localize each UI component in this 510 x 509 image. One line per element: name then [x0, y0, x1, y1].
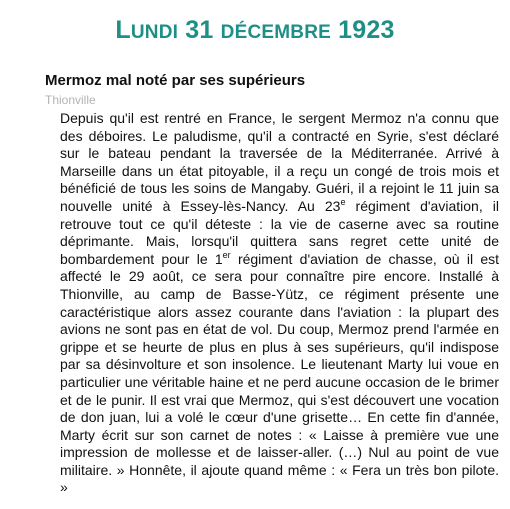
body-part-1: Depuis qu'il est rentré en France, le sergent Mermoz n'a connu que des déboires. Le paludisme, qu'il a contracté en Syrie, s'est déclaré sur le bateau pendant la traversée de la Méditerranée. Arrivé à Marseille dans un état pitoyable, il a reçu un congé de trois mois et bénéficié de tous les soins de Mangaby. Guéri, il a rejoint le 11 juin sa nouvelle unité à Essey-lès-Nancy. Au 23	[60, 110, 499, 214]
month: DÉCEMBRE	[220, 22, 332, 43]
date-heading	[0, 14, 510, 49]
superscript-er: er	[222, 249, 231, 260]
body-part-2: régiment d'aviation, il retrouve tout ce qu'il déteste : la vie de caserne avec sa routine déprimante. Mais, lorsqu'il quittera sans regret cette unité de bombardement pour le 1	[60, 197, 499, 267]
article-body	[60, 110, 499, 497]
day-rest: UNDI	[130, 22, 179, 43]
body-part-3: régiment d'aviation de chasse, où il est affecté le 29 août, ce sera pour connaître pire encore. Installé à Thionville, au camp de Basse-Yütz, ce régiment présente une caractéristique alors assez courante dans l'aviation : la plupart des avions ne sont pas en état de vol. Du coup, Mermoz prend l'armée en grippe et se heurte de plus en plus à ses supérieurs, qu'il indispose par sa désinvolture et son insolence. Le lieutenant Marty lui voue en particulier une véritable haine et ne perd aucune occasion de le brimer et de le punir. Il est vrai que Mermoz, qui s'est découvert une vocation de don juan, lui a volé le cœur d'une grisette… En cette fin d'année, Marty écrit sur son carnet de notes : « Laisse à première vue une impression de mollesse et de laisser-aller. (…) Nul au point de vue militaire. » Honnête, il ajoute quand même : « Fera un très bon pilote. »	[60, 250, 500, 496]
article-title: Mermoz mal noté par ses supérieurs	[45, 72, 306, 89]
superscript-e: e	[340, 196, 346, 207]
day-number: 31	[185, 16, 214, 44]
day-initial: L	[115, 16, 131, 44]
year: 1923	[338, 16, 395, 44]
article-location: Thionville	[45, 93, 96, 107]
